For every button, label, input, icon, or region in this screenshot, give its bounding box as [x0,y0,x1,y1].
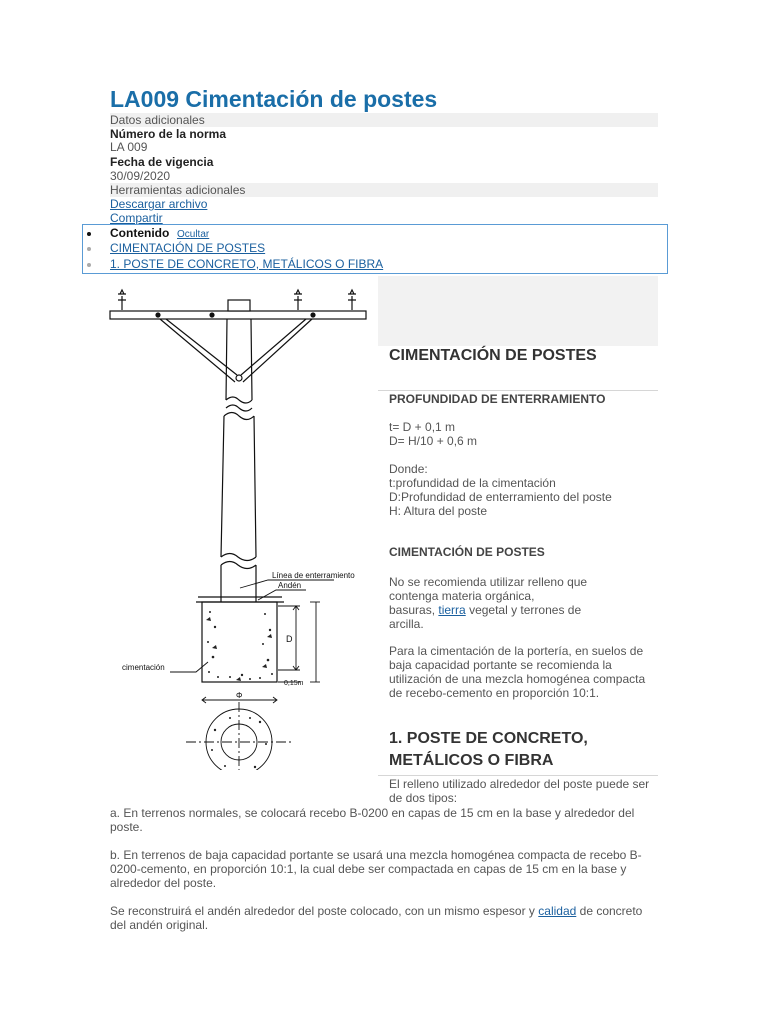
divider [378,775,658,776]
paragraph-text: de concreto del andén original. [110,904,643,932]
page-title: LA009 Cimentación de postes [110,86,438,112]
label-cimentacion: cimentación [122,663,165,672]
insulator-icon [118,290,126,310]
bullet-icon [87,247,91,251]
paragraph-text: vegetal y terrones de arcilla. [389,603,582,631]
descargar-archivo-link[interactable]: Descargar archivo [110,197,208,211]
tierra-link[interactable]: tierra [438,603,466,617]
numero-norma-label: Número de la norma [110,127,227,141]
insulator-icon [348,290,356,310]
definition-h: H: Altura del poste [389,504,488,518]
heading-line: 1. POSTE DE CONCRETO, [389,730,588,747]
paragraph-relleno [389,575,611,631]
label-phi: Φ [236,691,243,700]
fecha-vigencia-label: Fecha de vigencia [110,155,214,169]
formula-t: t= D + 0,1 m [389,420,456,434]
paragraph-final [110,904,660,932]
paragraph-item-a: a. En terrenos normales, se colocará recebo B-0200 en capas de 15 cm en la base y alrededor del poste. [110,806,635,834]
paragraph-text: Se reconstruirá el andén alrededor del poste colocado, con un mismo espesor y [110,904,535,918]
numero-norma-value: LA 009 [110,140,148,154]
cross-arm [110,311,366,319]
section-heading-poste [389,728,588,772]
formula-d: D= H/10 + 0,6 m [389,434,478,448]
fecha-vigencia-value: 30/09/2020 [110,169,171,183]
paragraph-text: basuras, [389,603,436,617]
label-linea-enterramiento: Línea de enterramiento [272,571,355,580]
insulator-icon [294,290,302,310]
calidad-link[interactable]: calidad [538,904,577,918]
subheading-cimentacion: CIMENTACIÓN DE POSTES [389,545,545,559]
right-panel-shade [378,276,658,346]
label-anden: Andén [278,581,302,590]
definition-d: D:Profundidad de enterramiento del poste [389,490,612,504]
paragraph-text: No se recomienda utilizar relleno que contenga materia orgánica, [389,575,588,603]
herramientas-header [110,183,658,197]
divider [378,390,658,391]
label-d: D [286,634,293,644]
bullet-icon [87,232,91,236]
datos-adicionales-label: Datos adicionales [110,113,205,127]
compartir-link[interactable]: Compartir [110,211,163,225]
toc-link-cimentacion[interactable]: CIMENTACIÓN DE POSTES [110,241,266,255]
datos-adicionales-header [110,113,658,127]
paragraph-intro: El relleno utilizado alrededor del poste puede ser de dos tipos: [389,777,650,805]
paragraph-porteria: Para la cimentación de la portería, en suelos de baja capacidad portante se recomienda la utilización de una mezcla homogénea compacta de recebo-cemento en proporción 10:1. [389,644,646,700]
definition-t: t:profundidad de la cimentación [389,476,556,490]
toc-hide-link[interactable]: Ocultar [177,229,210,240]
section-heading-cimentacion: CIMENTACIÓN DE POSTES [389,347,597,364]
label-015: 0,15m [284,680,304,687]
table-of-contents [82,224,668,274]
toc-link-poste[interactable]: 1. POSTE DE CONCRETO, METÁLICOS O FIBRA [110,257,384,271]
bullet-icon [87,263,91,267]
toc-heading: Contenido [110,226,170,240]
poste-diagram [100,282,375,770]
donde-label: Donde: [389,462,428,476]
heading-line: METÁLICOS O FIBRA [389,752,554,769]
subheading-profundidad: PROFUNDIDAD DE ENTERRAMIENTO [389,392,606,406]
paragraph-item-b: b. En terrenos de baja capacidad portante se usará una mezcla homogénea compacta de recebo B-0200-cemento, en proporción 10:1, la cual debe ser compactada en capas de 15 cm en la base y alrededor del poste. [110,848,642,890]
herramientas-label: Herramientas adicionales [110,183,246,197]
